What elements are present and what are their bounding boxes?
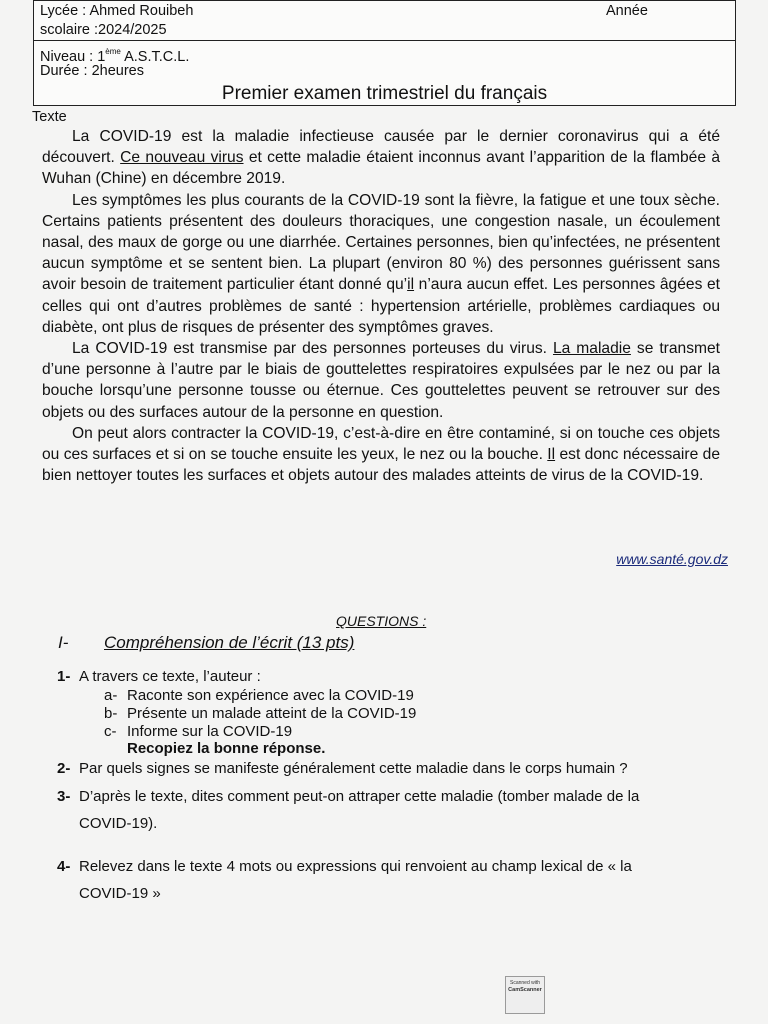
questions-heading: QUESTIONS : [336, 613, 427, 629]
paragraph-3: La COVID-19 est transmise par des personnes porteuses du virus. La maladie se transmet d’une personne à l’autre par le biais de gouttelettes respiratoires expulsées par le nez ou par la bouche lorsqu’une personne tousse ou éternue. Ces gouttelettes peuvent se retrouver sur des objets ou des surfaces autour de la personne en question. [42, 340, 720, 421]
question-number: 3- [57, 788, 71, 805]
question-text-continued: COVID-19 » [79, 885, 161, 902]
camscanner-logo: Scanned with CamScanner [505, 976, 545, 1014]
underlined-ce-nouveau-virus: Ce nouveau virus [120, 149, 244, 167]
reading-text [42, 126, 720, 486]
option-b: b- Présente un malade atteint de la COVID-19 [104, 705, 417, 722]
section-heading [58, 633, 354, 653]
text-label: Texte [32, 109, 67, 125]
question-text: D’après le texte, dites comment peut-on attraper cette maladie (tomber malade de la [79, 788, 640, 805]
question-2 [57, 755, 628, 782]
question-number: 4- [57, 858, 71, 875]
paragraph-1: La COVID-19 est la maladie infectieuse causée par le dernier coronavirus qui a été découvert. Ce nouveau virus et cette maladie étaient inconnus avant l’apparition de la flambée à Wuhan (Chine) en décembre 2019. [42, 128, 721, 188]
exam-title: Premier examen trimestriel du français [221, 83, 548, 104]
paragraph-2: Les symptômes les plus courants de la COVID-19 sont la fièvre, la fatigue et une toux sèche. Certains patients présentent des douleurs thoraciques, une congestion nasale, un écoulement nasal, des maux de gorge ou une diarrhée. Certaines personnes, bien qu’infectées, ne présentent aucun symptôme et se sentent bien. La plupart (environ 80 %) des personnes guérissent sans avoir besoin de traitement particulier étant donné qu’il n’aura aucun effet. Les personnes âgées et celles qui ont d’autres problèmes de santé : hypertension artérielle, problèmes cardiaques ou diabète, ont plus de risques de présenter des symptômes graves. [42, 191, 720, 336]
level: Niveau : 1ème A.S.T.C.L. [40, 47, 190, 65]
section-number: I- [58, 633, 69, 652]
question-4 [57, 853, 717, 907]
question-text: Relevez dans le texte 4 mots ou expressions qui renvoient au champ lexical de « la [79, 858, 632, 875]
source-link[interactable]: www.santé.gov.dz [616, 551, 728, 567]
question-text-continued: COVID-19). [79, 815, 158, 832]
option-a: a- Raconte son expérience avec la COVID-19 [104, 687, 414, 704]
duration: Durée : 2heures [40, 63, 144, 79]
exam-header [33, 0, 736, 106]
question-text: A travers ce texte, l’auteur : [79, 668, 261, 685]
instruction: Recopiez la bonne réponse. [127, 740, 326, 757]
year-label: Année [606, 3, 648, 19]
header-divider [34, 40, 735, 41]
underlined-il-2: Il [547, 446, 556, 464]
option-c: c- Informe sur la COVID-19 [104, 723, 293, 740]
question-text: Par quels signes se manifeste généralement cette maladie dans le corps humain ? [79, 760, 628, 777]
question-number: 2- [57, 760, 71, 777]
underlined-il: il [407, 276, 415, 294]
question-number: 1- [57, 668, 71, 685]
section-title: Compréhension de l’écrit (13 pts) [104, 633, 355, 652]
school-name: Lycée : Ahmed Rouibeh [40, 3, 194, 19]
underlined-la-maladie: La maladie [552, 340, 631, 358]
school-year: scolaire :2024/2025 [40, 22, 167, 38]
question-3 [57, 783, 717, 837]
paragraph-4: On peut alors contracter la COVID-19, c’est-à-dire en être contaminé, si on touche ces objets ou ces surfaces et si on se touche ensuite les yeux, le nez ou la bouche. Il est donc nécessaire de bien nettoyer toutes les surfaces et objets autour des malades atteints de virus de la COVID-19. [42, 424, 720, 485]
